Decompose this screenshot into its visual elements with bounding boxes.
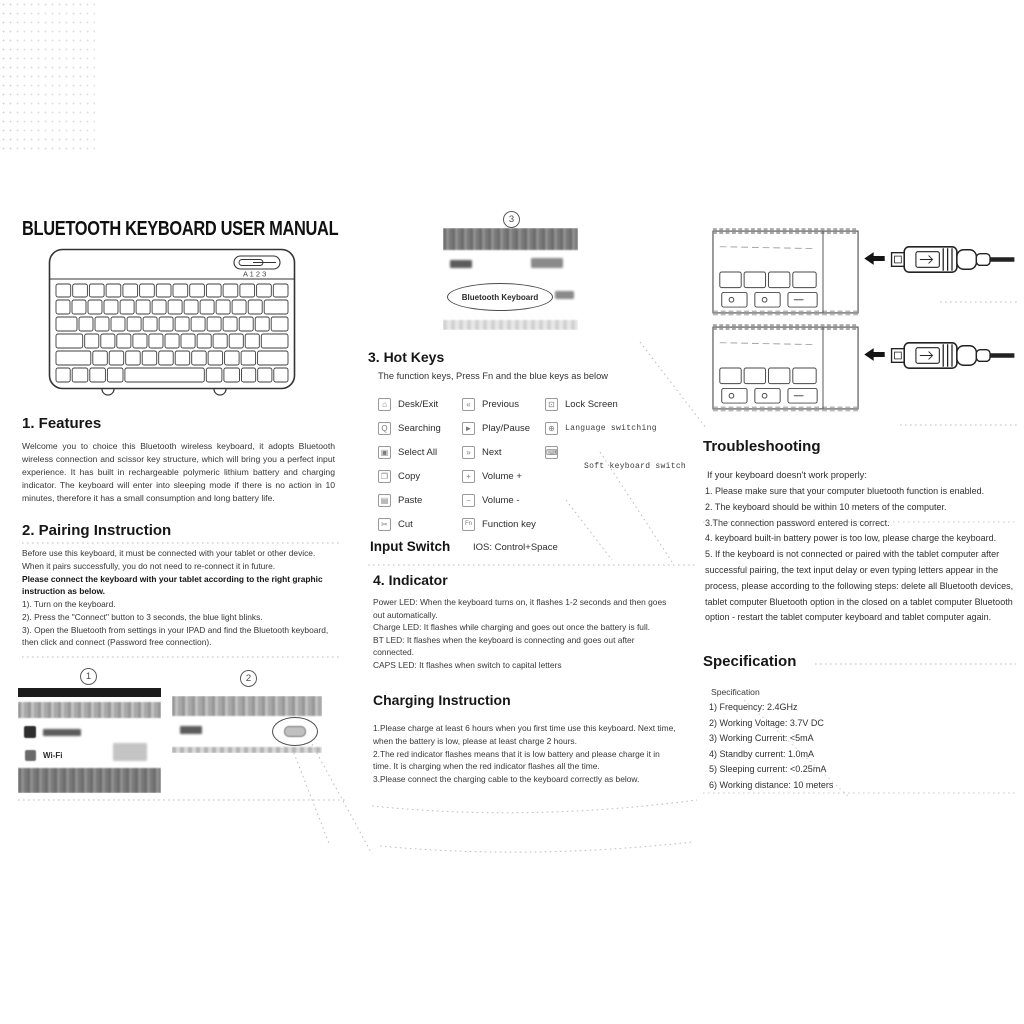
- bluetooth-row-label-blurred: [180, 726, 202, 734]
- input-switch-value: IOS: Control+Space: [473, 542, 558, 553]
- hotkeys-column-1: [378, 398, 441, 531]
- blurred-label: [531, 258, 563, 268]
- figure-1-number: 1: [80, 668, 97, 685]
- indicator-line: BT LED: It flashes when the keyboard is connecting and goes out after connected.: [373, 634, 635, 658]
- spec-item: 5) Sleeping current: <0.25mA: [709, 764, 827, 775]
- indicator-line: CAPS LED: It flashes when switch to capital letters: [373, 660, 562, 671]
- features-heading: 1. Features: [22, 415, 102, 432]
- hotkey-label: Language switching: [565, 424, 657, 433]
- hotkey-label: Select All: [398, 447, 438, 458]
- pairing-step: 2). Press the "Connect" button to 3 seconds, the blue light blinks.: [22, 611, 263, 622]
- charging-body: [373, 722, 680, 786]
- pairing-bold-line: Please connect the keyboard with your tablet according to the right graphic instruction as below.: [22, 573, 323, 597]
- hotkey-label: Play/Pause: [482, 423, 531, 434]
- hotkeys-column-2: [462, 398, 536, 531]
- hotkeys-column-3: [545, 398, 657, 459]
- specification-list: [709, 700, 1019, 794]
- input-switch-heading: Input Switch: [370, 539, 451, 554]
- play-pause-icon: ►: [462, 422, 475, 435]
- hotkey-label: Paste: [398, 495, 423, 506]
- soft-keyboard-icon: ⌨: [546, 448, 558, 457]
- volume-up-icon: +: [462, 470, 475, 483]
- charging-line: 1.Please charge at least 6 hours when you first time use this keyboard. Next time, when the battery is low, please at least charge 2 hours.: [373, 723, 676, 746]
- hotkeys-subtitle: The function keys, Press Fn and the blue keys as below: [378, 371, 608, 381]
- settings-screenshot-2: [172, 696, 322, 753]
- pairing-line: Before use this keyboard, it must be connected with your tablet or other device.: [22, 548, 316, 558]
- hotkey-soft-keyboard: [545, 446, 657, 459]
- troubleshooting-item: 5. If the keyboard is not connected or paired with the tablet computer after successful pairing, the text input delay or even typing letters appear in the process, please according to the following steps: delete all Bluetooth devices, tablet computer Bluetooth option in the closed on a tablet computer Bluetooth option - restart the tablet computer keyboard and tablet computer again.: [705, 549, 1014, 623]
- keyboard-corner-diagram-2: [713, 327, 858, 409]
- select-all-icon: ▣: [378, 446, 391, 459]
- search-icon: Q: [378, 422, 391, 435]
- scan-artifact-dots-left2: [0, 0, 16, 150]
- globe-icon: ⊕: [545, 422, 558, 435]
- usb-plug-icon-2: [892, 343, 1015, 368]
- screenshot-footer-band: [18, 768, 161, 793]
- screenshot-header-band: [18, 702, 161, 718]
- figure-3-number: 3: [503, 211, 520, 228]
- hotkey-play-pause: [462, 422, 536, 435]
- hotkey-previous: [462, 398, 536, 411]
- scan-artifact-dots-left: [0, 0, 95, 150]
- status-bar: [18, 688, 161, 697]
- troubleshooting-heading: Troubleshooting: [703, 438, 821, 455]
- device-name-label: Bluetooth Keyboard: [461, 292, 539, 302]
- troubleshooting-list: [705, 484, 1018, 626]
- hotkey-label: Previous: [482, 399, 519, 410]
- spec-item: 6) Working distance: 10 meters: [709, 779, 834, 790]
- hotkey-label: Function key: [482, 519, 536, 530]
- hotkey-lock-screen: [545, 398, 657, 411]
- figure-2-number: 2: [240, 670, 257, 687]
- hotkey-searching: [378, 422, 441, 435]
- charging-heading: Charging Instruction: [373, 692, 511, 708]
- hotkey-label: Searching: [398, 423, 441, 434]
- hotkey-label: Volume +: [482, 471, 522, 482]
- highlight-circle: [447, 283, 553, 311]
- blurred-status-label: [555, 291, 574, 299]
- hotkey-label: Cut: [398, 519, 413, 530]
- indicator-line: Charge LED: It flashes while charging and goes out once the battery is full.: [373, 622, 651, 633]
- fn-key-icon: Fn: [462, 518, 475, 531]
- spec-item: 4) Standby current: 1.0mA: [709, 748, 815, 759]
- soft-keyboard-switch-label: Soft keyboard switch: [584, 462, 687, 471]
- keyboard-keys: [56, 284, 288, 382]
- charging-line: 3.Please connect the charging cable to the keyboard correctly as below.: [373, 774, 640, 785]
- hotkey-cut: [378, 518, 441, 531]
- spec-item: 1) Frequency: 2.4GHz: [709, 702, 798, 712]
- screenshot-footer-band: [443, 320, 578, 330]
- paste-icon: ▤: [378, 494, 391, 507]
- screenshot-footer-band: [172, 747, 322, 753]
- keyboard-foot-left: [102, 389, 114, 395]
- spec-item: 3) Working Current: <5mA: [709, 733, 814, 744]
- hotkey-volume-up: [462, 470, 536, 483]
- previous-track-icon: «: [462, 398, 475, 411]
- troubleshooting-item: 1. Please make sure that your computer bluetooth function is enabled.: [705, 486, 985, 496]
- hotkey-label: Desk/Exit: [398, 399, 439, 410]
- cut-icon: ✂: [378, 518, 391, 531]
- volume-down-icon: −: [462, 494, 475, 507]
- charging-connection-diagrams: [700, 218, 1020, 423]
- troubleshooting-intro: If your keyboard doesn't work properly:: [707, 470, 867, 480]
- hotkeys-heading: 3. Hot Keys: [368, 349, 445, 365]
- hotkey-language-switch: [545, 422, 657, 435]
- troubleshooting-item: 4. keyboard built-in battery power is too low, please charge the keyboard.: [705, 533, 997, 544]
- settings-screenshot-3: [443, 228, 578, 330]
- indicator-heading: 4. Indicator: [373, 572, 448, 588]
- indicator-line: Power LED: When the keyboard turns on, it flashes 1-2 seconds and then goes out automatically.: [373, 597, 667, 620]
- troubleshooting-item: 2. The keyboard should be within 10 meters of the computer.: [705, 501, 947, 512]
- screenshot-header-band: [443, 228, 578, 250]
- hotkey-label: Volume -: [482, 495, 520, 506]
- pairing-step: 1). Turn on the keyboard.: [22, 599, 116, 610]
- pairing-step: 3). Open the Bluetooth from settings in your IPAD and find the Bluetooth keyboard, then click and connect (Password free connection).: [22, 624, 329, 648]
- keyboard-foot-right: [214, 389, 226, 395]
- hotkey-label: Lock Screen: [565, 399, 618, 410]
- hotkey-paste: [378, 494, 441, 507]
- lock-icon: ⊡: [545, 398, 558, 411]
- hotkey-label: Copy: [398, 471, 421, 482]
- pairing-line: When it pairs successfully, you do not need to re-connect it in future.: [22, 560, 276, 571]
- keyboard-illustration: [48, 248, 296, 400]
- charging-line: 2.The red indicator flashes means that it is low battery and please charge it in time. It is charging when the red indicator flashes all the time.: [373, 748, 660, 772]
- pairing-body: [22, 547, 344, 649]
- page-title: BLUETOOTH KEYBOARD USER MANUAL: [22, 217, 339, 240]
- wifi-icon: [25, 750, 36, 761]
- next-track-icon: »: [462, 446, 475, 459]
- settings-screenshot-1: [18, 688, 161, 793]
- bluetooth-toggle: [284, 726, 306, 737]
- hotkey-function: [462, 518, 536, 531]
- led-indicator-label: A 1 2 3: [243, 269, 267, 279]
- hotkey-desk-exit: [378, 398, 441, 411]
- desk-exit-icon: ⌂: [378, 398, 391, 411]
- spec-item: 2) Working Voltage: 3.7V DC: [709, 717, 824, 728]
- blurred-area: [113, 743, 147, 761]
- blurred-label: [450, 260, 472, 268]
- features-body: Welcome you to choice this Bluetooth wireless keyboard, it adopts Bluetooth wireless connection and scissor key structure, which will bring you a perfect input experience. It has built in rechargeable polymeric lithium battery and charging indicator. The keyboard will enter into sleeping mode if there is no action in 10 minutes, therefore it has a small consumption and long battery life.: [22, 441, 335, 503]
- wifi-row-label: Wi-Fi: [43, 751, 63, 760]
- insert-arrow-icon-1: [864, 252, 884, 265]
- hotkey-copy: [378, 470, 441, 483]
- specification-heading: Specification: [703, 653, 797, 670]
- usb-plug-icon-1: [892, 247, 1015, 272]
- hotkey-select-all: [378, 446, 441, 459]
- indicator-body: [373, 596, 676, 672]
- hotkey-next: [462, 446, 536, 459]
- specification-subtitle: Specification: [711, 687, 760, 697]
- troubleshooting-item: 3.The connection password entered is correct.: [705, 517, 890, 528]
- highlight-circle: [272, 717, 318, 746]
- hotkey-volume-down: [462, 494, 536, 507]
- hotkey-label: Next: [482, 447, 502, 458]
- insert-arrow-icon-2: [864, 348, 884, 361]
- pairing-heading: 2. Pairing Instruction: [22, 522, 172, 539]
- airplane-mode-icon: [24, 726, 36, 738]
- screenshot-header-band: [172, 696, 322, 716]
- keyboard-corner-diagram-1: [713, 231, 858, 313]
- copy-icon: ❐: [378, 470, 391, 483]
- blurred-label: [43, 729, 81, 736]
